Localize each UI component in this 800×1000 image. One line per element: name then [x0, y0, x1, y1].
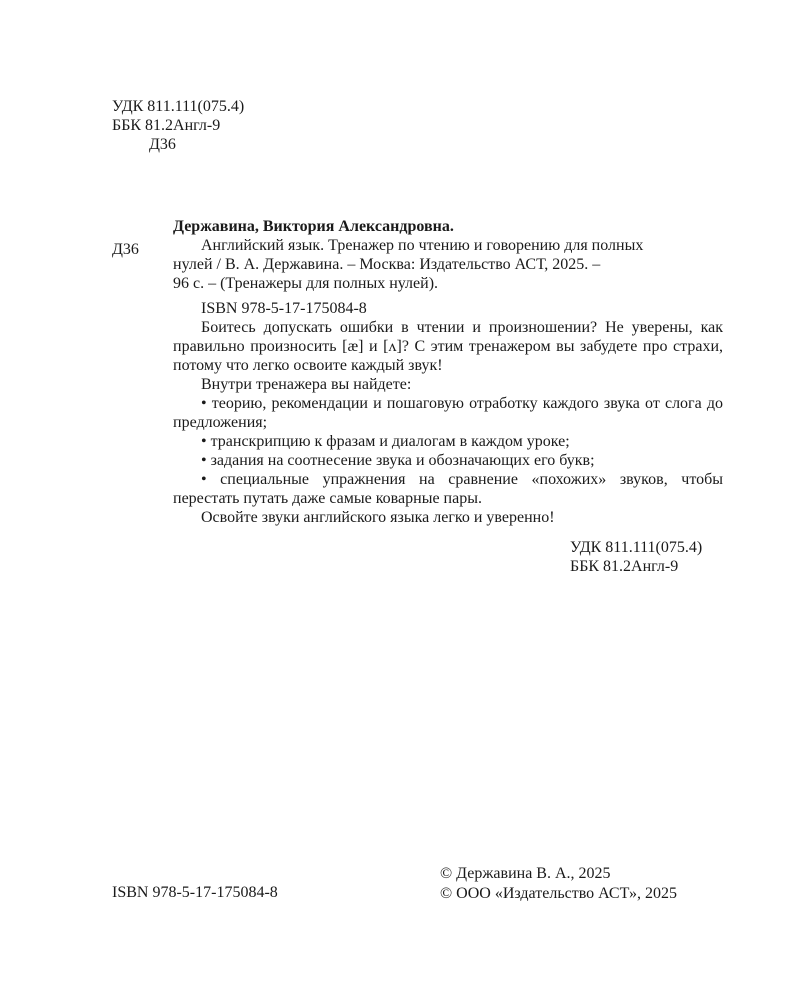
annotation-closing: Освойте звуки английского языка легко и уверенно!: [201, 509, 555, 526]
bibliographic-line-3: 96 с. – (Тренажеры для полных нулей).: [173, 275, 439, 292]
bottom-bbk-code: ББК 81.2Англ-9: [570, 558, 679, 575]
footer-isbn: ISBN 978-5-17-175084-8: [112, 884, 278, 901]
copyright-publisher: © ООО «Издательство АСТ», 2025: [440, 885, 677, 902]
author-mark: Д36: [149, 136, 176, 153]
annotation-item: • теорию, рекомендации и пошаговую отработку каждого звука от слога до предложения;: [173, 395, 723, 431]
bibliographic-line-2: нулей / В. А. Державина. – Москва: Издательство АСТ, 2025. –: [173, 256, 601, 273]
annotation-item: • транскрипцию к фразам и диалогам в каждом уроке;: [201, 433, 570, 450]
copyright-author: © Державина В. А., 2025: [440, 865, 611, 882]
copyright-block: [440, 864, 677, 904]
bibliographic-line-1: Английский язык. Тренажер по чтению и говорению для полных: [201, 237, 644, 254]
card-isbn: ISBN 978-5-17-175084-8: [201, 300, 367, 317]
card-author-mark: Д36: [112, 241, 139, 258]
udk-code: УДК 811.111(075.4): [112, 98, 245, 115]
annotation-item: • задания на соотнесение звука и обозначающих его букв;: [201, 452, 595, 469]
bottom-udk-code: УДК 811.111(075.4): [570, 539, 703, 556]
catalog-card: [173, 217, 723, 527]
annotation-intro: Боитесь допускать ошибки в чтении и произношении? Не уверены, как правильно произносить [æ] и [ʌ]? С этим тренажером вы забудете про страхи, потому что легко освоите каждый звук!: [173, 319, 723, 374]
annotation-item: • специальные упражнения на сравнение «похожих» звуков, чтобы перестать путать даже самые коварные пары.: [173, 471, 723, 507]
bbk-code: ББК 81.2Англ-9: [112, 117, 221, 134]
bottom-classification: [570, 538, 702, 576]
card-author: Державина, Виктория Александровна.: [173, 218, 454, 235]
top-classification: [112, 97, 244, 154]
annotation-inside-label: Внутри тренажера вы найдете:: [201, 376, 412, 393]
